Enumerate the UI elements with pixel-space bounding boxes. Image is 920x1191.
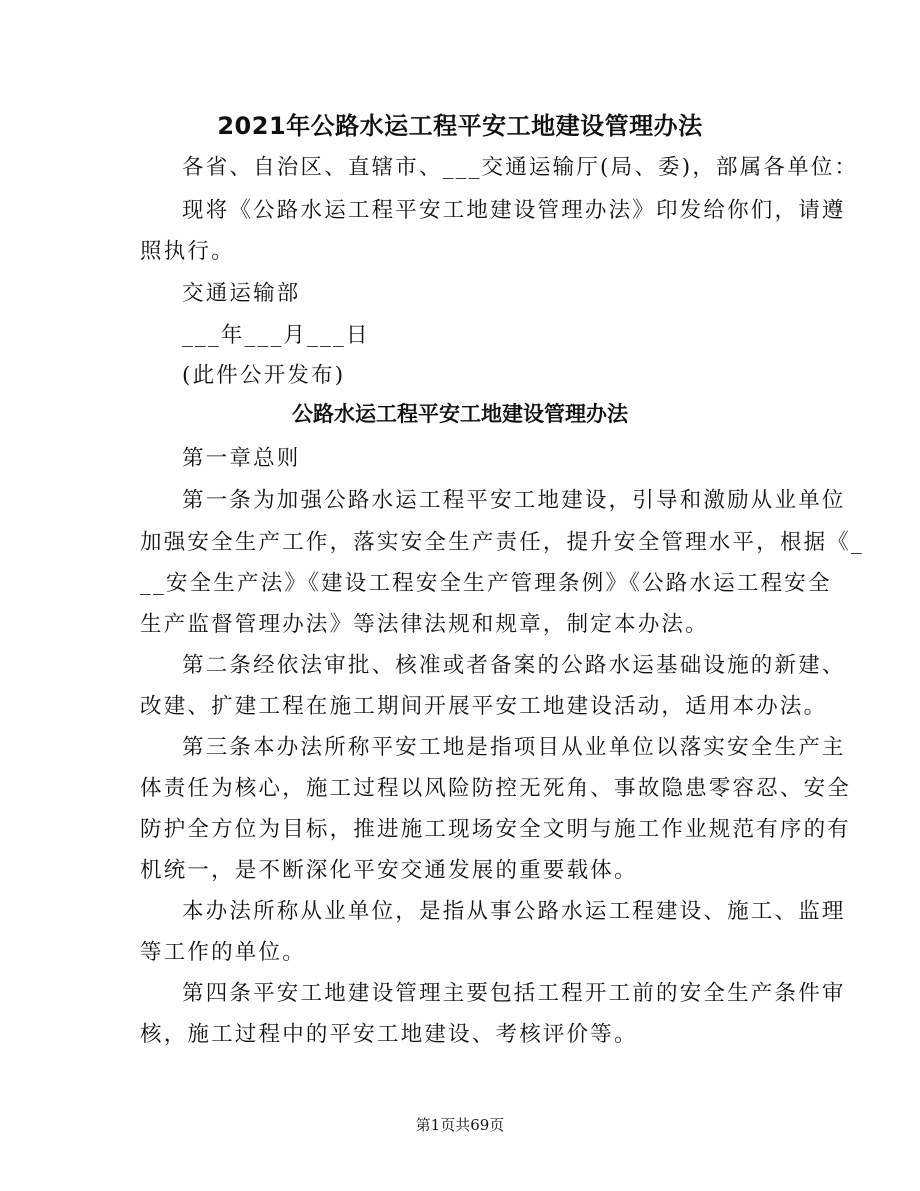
paragraph-line: 核，施工过程中的平安工地建设、考核评价等。 [140,1022,638,1047]
paragraph-line: 机统一，是不断深化平安交通发展的重要载体。 [140,858,638,883]
salutation-line: 各省、自治区、直辖市、___交通运输厅(局、委)，部属各单位： [182,155,859,180]
paragraph-line: 第三条本办法所称平安工地是指项目从业单位以落实安全生产主 [182,735,846,760]
document-title: 2021年公路水运工程平安工地建设管理办法 [217,112,703,140]
paragraph-line: 生产监督管理办法》等法律法规和规章，制定本办法。 [140,612,709,637]
paragraph-line: 现将《公路水运工程平安工地建设管理办法》印发给你们，请遵 [182,198,846,223]
paragraph-line: 第四条平安工地建设管理主要包括工程开工前的安全生产条件审 [182,981,846,1006]
paragraph-line: 本办法所称从业单位，是指从事公路水运工程建设、施工、监理 [182,899,846,924]
paragraph-line: __安全生产法》《建设工程安全生产管理条例》《公路水运工程安全 [140,571,832,596]
document-subtitle: 公路水运工程平安工地建设管理办法 [292,402,628,426]
paragraph-line: 改建、扩建工程在施工期间开展平安工地建设活动，适用本办法。 [140,694,828,719]
publication-note: (此件公开发布) [182,363,346,388]
chapter-heading: 第一章总则 [182,446,301,471]
paragraph-line: 第二条经依法审批、核准或者备案的公路水运基础设施的新建、 [182,653,846,678]
paragraph-line: 第一条为加强公路水运工程平安工地建设，引导和激励从业单位 [182,488,846,513]
paragraph-line: 防护全方位为目标，推进施工现场安全文明与施工作业规范有序的有 [140,817,852,842]
paragraph-line: 照执行。 [140,239,235,264]
paragraph-line: 体责任为核心，施工过程以风险防控无死角、事故隐患零容忍、安全 [140,776,852,801]
issuer-line: 交通运输部 [182,281,301,306]
date-line: ___年___月___日 [182,323,370,348]
page-number: 第1页共69页 [415,1116,505,1134]
paragraph-line: 等工作的单位。 [140,940,306,965]
paragraph-line: 加强安全生产工作，落实安全生产责任，提升安全管理水平，根据《_ [140,530,864,555]
